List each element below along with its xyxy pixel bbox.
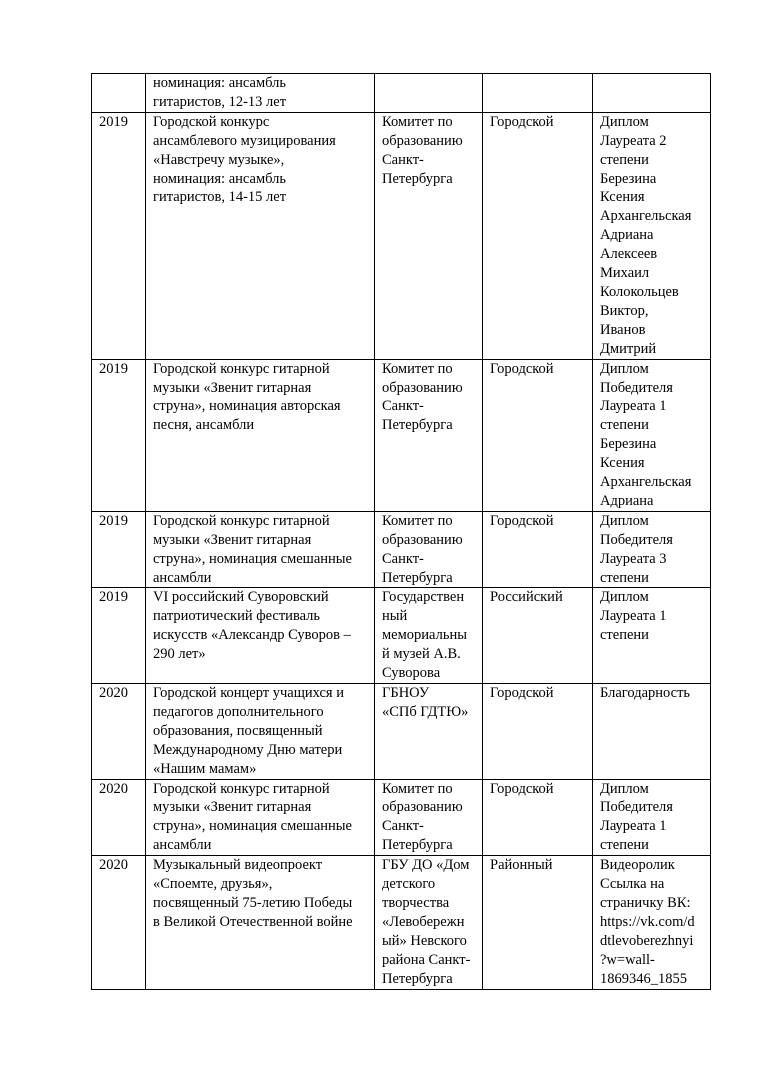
table-row [92,74,711,113]
event-line: в Великой Отечественной войне [153,913,353,930]
year-text: 2019 [99,360,128,377]
organizer-cell [375,779,483,856]
result-line: Победителя [600,531,673,548]
organizer-line: района Санкт- [382,951,471,968]
event-line: «Нашим мамам» [153,760,257,777]
event-line: педагогов дополнительного [153,703,324,720]
organizer-line: Комитет по [382,512,453,529]
event-line: Международному Дню матери [153,741,343,758]
level-cell [483,511,593,588]
organizer-line: Петербурга [382,569,453,586]
awards-table [91,73,711,990]
result-line: степени [600,569,649,586]
event-line: Городской конкурс гитарной [153,360,330,377]
event-line: музыки «Звенит гитарная [153,531,312,548]
event-line: номинация: ансамбль [153,170,286,187]
result-line: 1869346_1855 [600,970,687,987]
table-row [92,588,711,684]
event-line: образования, посвященный [153,722,323,739]
event-line: гитаристов, 12-13 лет [153,93,287,110]
result-cell [593,779,711,856]
organizer-line: образованию [382,379,463,396]
organizer-line: ный [382,608,408,625]
result-line: Алексеев [600,246,658,263]
event-line: 290 лет» [153,646,206,663]
year-cell [92,684,146,780]
table-row [92,856,711,989]
result-line: Иванов [600,321,646,338]
year-cell [92,359,146,511]
organizer-line: Санкт- [382,818,424,835]
year-text: 2019 [99,113,128,130]
result-cell [593,856,711,989]
organizer-line: ГБУ ДО «Дом [382,857,470,874]
organizer-cell [375,684,483,780]
organizer-line: мемориальны [382,627,467,644]
organizer-line: Комитет по [382,780,453,797]
level-cell [483,684,593,780]
result-cell [593,684,711,780]
table-row [92,359,711,511]
organizer-cell [375,74,483,113]
awards-table-body [92,74,711,990]
event-line: «Навстречу музыке», [153,151,285,168]
year-cell [92,588,146,684]
organizer-line: образованию [382,132,463,149]
level-cell [483,588,593,684]
table-row [92,112,711,359]
level-cell [483,359,593,511]
result-cell [593,511,711,588]
result-line: Михаил [600,265,650,282]
organizer-line: «Левобережн [382,913,465,930]
level-cell [483,74,593,113]
event-cell [146,511,375,588]
result-line: dtlevoberezhnyi [600,932,694,949]
result-line: страничку ВК: [600,894,691,911]
event-line: Городской конкурс [153,113,270,130]
year-text: 2020 [99,857,128,874]
result-line: Лауреата 1 [600,398,667,415]
result-line: степени [600,837,649,854]
result-line: Диплом [600,512,649,529]
organizer-line: Комитет по [382,360,453,377]
result-line: Ссылка на [600,876,665,893]
event-line: патриотический фестиваль [153,608,321,625]
level-text: Районный [490,857,553,874]
table-row [92,684,711,780]
result-line: Диплом [600,360,649,377]
event-line: песня, ансамбли [153,417,255,434]
organizer-line: Санкт- [382,151,424,168]
result-cell [593,74,711,113]
year-cell [92,511,146,588]
event-cell [146,684,375,780]
organizer-line: ый» Невского [382,932,467,949]
year-text: 2020 [99,685,128,701]
event-line: Городской конкурс гитарной [153,780,330,797]
organizer-line: Суворова [382,665,441,682]
level-text: Городской [490,685,554,701]
result-line: Диплом [600,780,649,797]
level-text: Российский [490,589,563,606]
level-text: Городской [490,360,554,377]
organizer-cell [375,856,483,989]
result-line: Виктор, [600,302,649,319]
year-cell [92,112,146,359]
result-line: Победителя [600,799,673,816]
result-line: Дмитрий [600,340,657,357]
result-line: ?w=wall- [600,951,655,968]
organizer-line: «СПб ГДТЮ» [382,703,469,720]
result-line: Колокольцев [600,283,679,300]
organizer-cell [375,511,483,588]
result-line: Ксения [600,455,645,472]
event-line: ансамбли [153,569,212,586]
result-line: Адриана [600,492,654,509]
event-line: номинация: ансамбль [153,75,286,91]
result-line: Видеоролик [600,857,675,874]
level-text: Городской [490,780,554,797]
organizer-line: Санкт- [382,550,424,567]
organizer-line: Петербурга [382,170,453,187]
organizer-line: творчества [382,894,450,911]
organizer-line: Санкт- [382,398,424,415]
organizer-cell [375,359,483,511]
organizer-line: Петербурга [382,970,453,987]
event-line: Городской концерт учащихся и [153,685,344,701]
event-line: ансамбли [153,837,212,854]
organizer-line: ГБНОУ [382,685,430,701]
result-line: степени [600,151,649,168]
event-line: струна», номинация смешанные [153,818,352,835]
result-cell [593,359,711,511]
organizer-line: образованию [382,799,463,816]
organizer-line: й музей А.В. [382,646,461,663]
event-cell [146,856,375,989]
organizer-cell [375,112,483,359]
organizer-line: Комитет по [382,113,453,130]
event-line: Городской конкурс гитарной [153,512,330,529]
organizer-line: образованию [382,531,463,548]
level-text: Городской [490,512,554,529]
result-line: Ксения [600,189,645,206]
organizer-line: детского [382,876,436,893]
event-line: посвященный 75-летию Победы [153,894,353,911]
result-cell [593,588,711,684]
organizer-line: Петербурга [382,417,453,434]
year-text: 2020 [99,780,128,797]
event-line: струна», номинация смешанные [153,550,352,567]
level-text: Городской [490,113,554,130]
event-line: струна», номинация авторская [153,398,341,415]
event-cell [146,588,375,684]
event-line: гитаристов, 14-15 лет [153,189,287,206]
result-line: Лауреата 1 [600,608,667,625]
table-row [92,511,711,588]
event-cell [146,74,375,113]
level-cell [483,856,593,989]
event-cell [146,779,375,856]
result-line: Архангельская [600,208,692,225]
event-line: VI российский Суворовский [153,589,329,606]
organizer-line: Петербурга [382,837,453,854]
result-line: Победителя [600,379,673,396]
event-line: ансамблевого музицирования [153,132,336,149]
result-line: Адриана [600,227,654,244]
event-line: Музыкальный видеопроект [153,857,323,874]
result-line: Диплом [600,589,649,606]
year-cell [92,779,146,856]
event-line: музыки «Звенит гитарная [153,799,312,816]
event-line: «Споемте, друзья», [153,876,273,893]
year-text: 2019 [99,512,128,529]
event-cell [146,112,375,359]
result-line: Лауреата 2 [600,132,667,149]
result-cell [593,112,711,359]
result-line: Лауреата 1 [600,818,667,835]
event-cell [146,359,375,511]
result-line: Архангельская [600,474,692,491]
year-text: 2019 [99,589,128,606]
result-line: Березина [600,436,657,453]
level-cell [483,779,593,856]
result-line: Лауреата 3 [600,550,667,567]
table-row [92,779,711,856]
event-line: музыки «Звенит гитарная [153,379,312,396]
level-cell [483,112,593,359]
year-cell [92,856,146,989]
result-line: Благодарность [600,685,691,701]
event-line: искусств «Александр Суворов – [153,627,351,644]
result-line: степени [600,627,649,644]
year-cell [92,74,146,113]
result-line: https://vk.com/d [600,913,695,930]
organizer-cell [375,588,483,684]
result-line: степени [600,417,649,434]
organizer-line: Государствен [382,589,465,606]
result-line: Березина [600,170,657,187]
result-line: Диплом [600,113,649,130]
